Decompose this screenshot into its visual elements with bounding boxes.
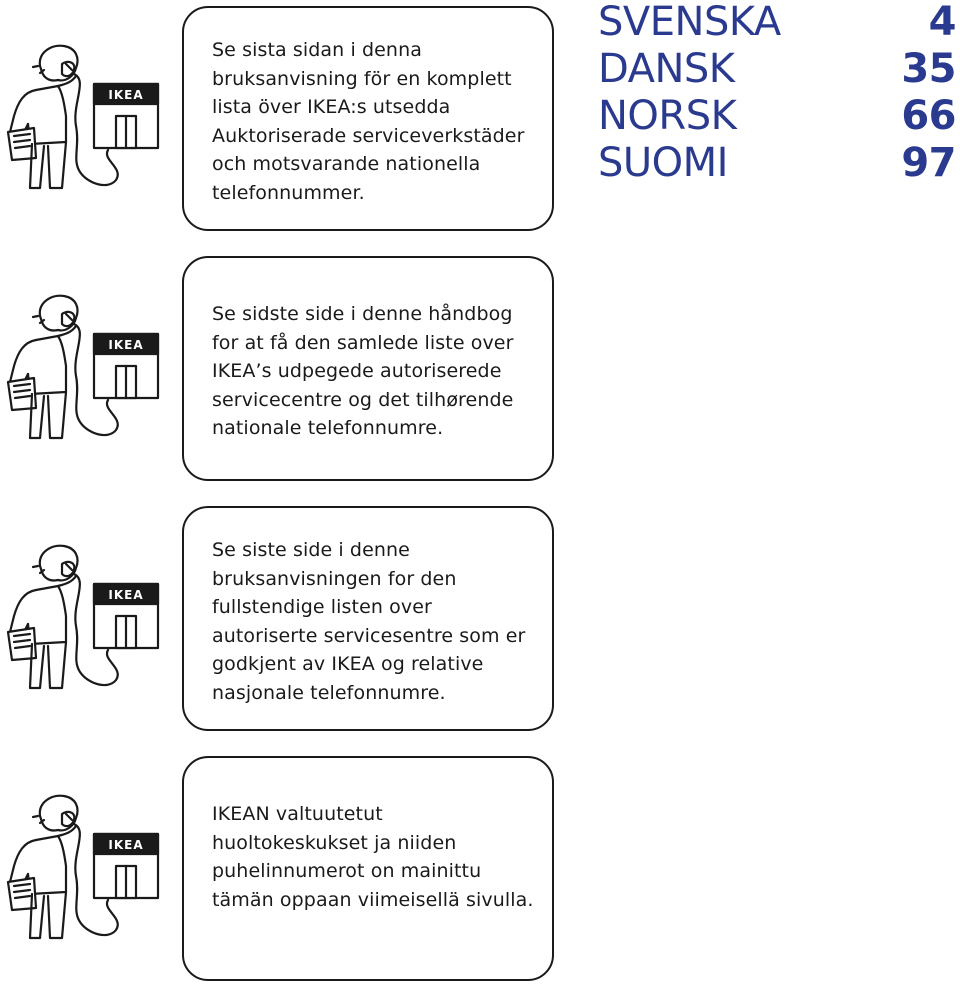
- service-text: Se siste side i denne bruksanvisningen for den fullstendige listen over autoriserte servicesentre som er godkjent av IKEA og relative nasjonale telefonnumre.: [212, 539, 526, 704]
- info-box: [182, 256, 554, 481]
- ikea-service-person-icon: [0, 540, 160, 695]
- info-box: [182, 506, 554, 731]
- ikea-service-person-icon: [0, 790, 160, 945]
- toc-language: NORSK: [598, 93, 737, 139]
- phone-man-illustration: [0, 790, 160, 945]
- toc-language: SUOMI: [598, 140, 728, 186]
- ikea-service-person-icon: [0, 290, 160, 445]
- ikea-sign-text: IKEA: [108, 338, 144, 352]
- service-text: Se sista sidan i denna bruksanvisning för en komplett lista över IKEA:s utsedda Auktoriserade serviceverkstäder och motsvarande nationella telefonnummer.: [212, 39, 525, 204]
- service-section-dansk: [0, 250, 960, 480]
- phone-man-illustration: [0, 540, 160, 695]
- toc-page-number: 35: [901, 46, 956, 92]
- phone-man-illustration: [0, 290, 160, 445]
- ikea-sign-text: IKEA: [108, 838, 144, 852]
- service-text: IKEAN valtuutetut huoltokeskukset ja niiden puhelinnumerot on mainittu tämän oppaan viimeisellä sivulla.: [212, 803, 534, 911]
- toc-page-number: 97: [901, 140, 956, 186]
- toc-language: SVENSKA: [598, 0, 781, 45]
- service-section-norsk: [0, 500, 960, 730]
- phone-man-illustration: [0, 40, 160, 195]
- ikea-sign-text: IKEA: [108, 88, 144, 102]
- service-text: Se sidste side i denne håndbog for at få den samlede liste over IKEA’s udpegede autoriserede servicecentre og det tilhørende nationale telefonnumre.: [212, 303, 514, 439]
- ikea-service-person-icon: [0, 40, 160, 195]
- info-box: [182, 6, 554, 231]
- toc-page-number: 66: [901, 93, 956, 139]
- service-section-svenska: [0, 0, 960, 230]
- toc-page-number: 4: [928, 0, 956, 45]
- toc-language: DANSK: [598, 46, 735, 92]
- service-section-suomi: [0, 750, 960, 980]
- ikea-sign-text: IKEA: [108, 588, 144, 602]
- info-box: [182, 756, 554, 981]
